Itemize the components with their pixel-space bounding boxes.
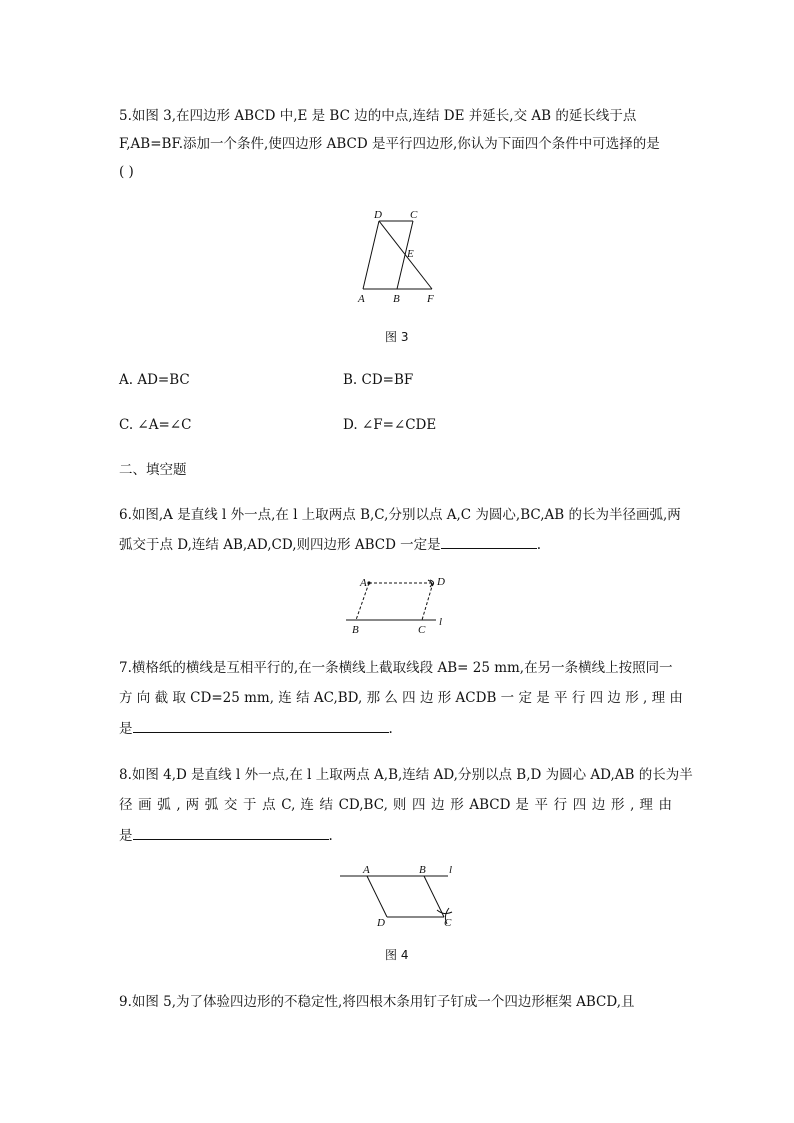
figure-q6 (338, 572, 458, 636)
q8-line-3-text: 是 (119, 828, 133, 844)
figure-3-caption: 图 3 (385, 330, 409, 344)
q7-line-1: 7.横格纸的横线是互相平行的,在一条横线上截取线段 AB= 25 mm,在另一条横线上按照同一 (119, 660, 673, 676)
figure-3 (352, 205, 442, 305)
fig3-label-d: D (374, 209, 382, 221)
q6-answer-blank[interactable] (441, 534, 537, 549)
q8-line-1: 8.如图 4,D 是直线 l 外一点,在 l 上取两点 A,B,连结 AD,分别以点 B,D 为圆心 AD,AB 的长为半 (119, 767, 693, 783)
fig3-label-a: A (358, 293, 365, 305)
q8-answer-blank[interactable] (133, 825, 329, 840)
q7-line-3 (119, 718, 393, 739)
fig3-label-b: B (393, 293, 400, 305)
figure-4 (336, 860, 466, 932)
q7-answer-blank[interactable] (133, 718, 389, 733)
figq6-label-d: D (437, 576, 445, 588)
q7-line-3-end: . (388, 721, 393, 737)
figq6-label-a: A (360, 577, 367, 589)
figure-4-caption: 图 4 (385, 948, 409, 962)
q7-line-2: 方 向 截 取 CD=25 mm, 连 结 AC,BD, 那 么 四 边 形 ACDB 一 定 是 平 行 四 边 形 , 理 由 (119, 690, 683, 706)
fig4-label-a: A (363, 864, 370, 876)
q8-line-2: 径 画 弧 , 两 弧 交 于 点 C, 连 结 CD,BC, 则 四 边 形 ABCD 是 平 行 四 边 形 , 理 由 (119, 797, 672, 813)
section-heading: 二、填空题 (119, 462, 187, 478)
figq6-label-b: B (352, 624, 359, 636)
q5-line-1: 5.如图 3,在四边形 ABCD 中,E 是 BC 边的中点,连结 DE 并延长,交 AB 的延长线于点 (119, 108, 637, 124)
q6-line-2 (119, 534, 541, 555)
fig3-label-f: F (427, 293, 434, 305)
q5-option-c: C. ∠A=∠C (119, 417, 192, 433)
figq6-label-c: C (418, 624, 426, 636)
fig3-label-c: C (410, 209, 418, 221)
q8-line-3 (119, 825, 333, 846)
q6-line-2-end: . (536, 537, 541, 553)
fig4-label-c: C (444, 917, 452, 929)
fig3-label-e: E (407, 248, 414, 260)
q6-line-2-text: 弧交于点 D,连结 AB,AD,CD,则四边形 ABCD 一定是 (119, 537, 441, 553)
fig4-label-l: l (449, 864, 453, 876)
q5-line-2: F,AB=BF.添加一个条件,使四边形 ABCD 是平行四边形,你认为下面四个条件中可选择的是 (119, 136, 660, 152)
q7-line-3-text: 是 (119, 721, 133, 737)
q8-line-3-end: . (328, 828, 333, 844)
fig4-label-d: D (377, 917, 385, 929)
figq6-label-l: l (439, 616, 443, 628)
q5-option-a: A. AD=BC (119, 372, 190, 388)
q5-option-b: B. CD=BF (343, 372, 414, 388)
q5-option-d: D. ∠F=∠CDE (343, 417, 437, 433)
q9-line-1: 9.如图 5,为了体验四边形的不稳定性,将四根木条用钉子钉成一个四边形框架 ABCD,且 (119, 994, 635, 1010)
q6-line-1: 6.如图,A 是直线 l 外一点,在 l 上取两点 B,C,分别以点 A,C 为圆心,BC,AB 的长为半径画弧,两 (119, 507, 681, 523)
q5-line-3: ( ) (119, 164, 134, 180)
fig4-label-b: B (419, 864, 426, 876)
